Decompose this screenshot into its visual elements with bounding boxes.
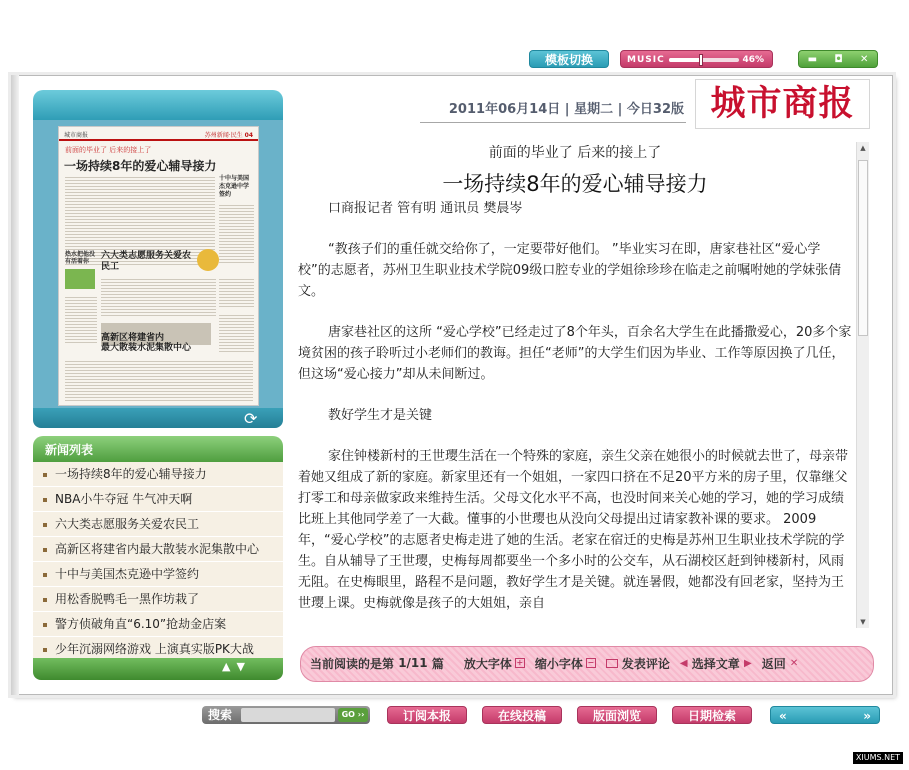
news-list-item[interactable]: 警方侦破角直“6.10”抢劫金店案 <box>33 612 283 637</box>
page-nav-button[interactable] <box>770 706 880 724</box>
close-icon: ✕ <box>789 657 799 669</box>
news-list-item[interactable]: 一场持续8年的爱心辅导接力 <box>33 462 283 487</box>
news-list-item[interactable]: 高新区将建省内最大散装水泥集散中心 <box>33 537 283 562</box>
scroll-up-icon[interactable]: ▲ <box>222 660 237 673</box>
divider <box>420 122 686 123</box>
template-switch-button[interactable]: 模板切换 <box>529 50 609 68</box>
article-byline: 口商报记者 管有明 通讯员 樊晨岑 <box>328 201 523 216</box>
zoom-out-button[interactable]: 缩小字体 − <box>534 656 595 671</box>
next-icon[interactable]: ▶ <box>743 657 752 669</box>
news-list-item[interactable]: 十中与美国杰克逊中学签约 <box>33 562 283 587</box>
bullet-icon <box>43 498 47 502</box>
subscribe-button[interactable]: 订阅本报 <box>387 706 467 724</box>
thumb-masthead: 城市商报 <box>64 132 89 139</box>
article-paragraph: 家住钟楼新村的王世璎生活在一个特殊的家庭，亲生父亲在她很小的时候就去世了，母亲带着她又组成了新的家庭。新家里还有一个姐姐，一家四口挤在不足20平方米的房子里，仅靠继父打零工和母亲做家政来维持生活。父母文化水平不高，也没时间来关心她的学习，她的学习成绩比班上其他同学差了一大截。懂事的小世璎也从没向父母提出过请家教补课的要求。 2009年，“爱心学校”的志愿者史梅走进了她的生活。老家在宿迁的史梅是苏州卫生职业技术学院的学生。自从辅导了王世璎，史梅每周都要坐一个多小时的公交车，从石湖校区赶到钟楼新村，风雨无阻。在史梅眼里，路程不是问题，教好学生才是关键。就连暑假，她都没有回老家，坚持为王世璎上课。史梅就像是孩子的大姐姐，亲自 <box>298 449 849 611</box>
article-body <box>298 198 852 614</box>
music-volume-percent: 46% <box>742 55 764 65</box>
news-list <box>33 462 283 659</box>
bullet-icon <box>43 623 47 627</box>
browse-pages-button[interactable]: 版面浏览 <box>577 706 657 724</box>
page-count: 今日32版 <box>626 102 684 117</box>
search-input[interactable] <box>241 708 335 722</box>
bullet-icon <box>43 598 47 602</box>
minimize-icon[interactable]: ▬ <box>807 54 818 65</box>
double-right-icon[interactable]: » <box>863 709 871 723</box>
scroll-down-icon[interactable]: ▼ <box>236 660 251 673</box>
scrollbar-thumb[interactable] <box>858 160 868 336</box>
minus-icon: − <box>587 658 595 667</box>
reading-position: 当前阅读的是第 1/11 篇 <box>310 656 444 671</box>
date-search-button[interactable]: 日期检索 <box>672 706 752 724</box>
prev-icon[interactable]: ◀ <box>679 657 688 669</box>
issue-date: 2011年06月14日 <box>448 102 561 117</box>
bullet-icon <box>43 648 47 652</box>
thumb-headline: 一场持续8年的爱心辅导接力 <box>64 159 217 173</box>
music-volume-handle[interactable] <box>699 54 703 66</box>
comment-button[interactable]: 发表评论 <box>606 655 670 672</box>
window-controls <box>798 50 878 68</box>
thumb-side-head: 十中与美国杰克逊中学签约 <box>219 175 250 198</box>
article-view <box>298 136 852 626</box>
thumb-mid-head: 六大类志愿服务关爱农民工 <box>101 251 192 272</box>
news-list-item[interactable]: 用松香脱鸭毛一黑作坊栽了 <box>33 587 283 612</box>
mail-icon <box>606 659 618 668</box>
article-title: 一场持续8年的爱心辅导接力 <box>442 172 708 196</box>
bullet-icon <box>43 573 47 577</box>
article-subtitle: 前面的毕业了 后来的接上了 <box>488 145 662 161</box>
zoom-in-button[interactable]: 放大字体 + <box>463 656 524 671</box>
plus-icon: + <box>516 658 524 667</box>
article-position: 1/11 <box>398 656 428 670</box>
bullet-icon <box>43 523 47 527</box>
thumb-bottom-head: 高新区将建省内 最大散装水泥集散中心 <box>101 333 192 353</box>
music-volume-fill <box>669 58 701 62</box>
news-list-scroll <box>222 660 251 673</box>
back-button[interactable]: 返回 ✕ <box>761 656 799 671</box>
page-preview-header <box>33 90 283 120</box>
double-left-icon[interactable]: « <box>779 709 787 723</box>
search-label: 搜索 <box>207 708 232 722</box>
article-paragraph: “教孩子们的重任就交给你了，一定要带好他们。 ”毕业实习在即，唐家巷社区“爱心学校”的志愿者，苏州卫生职业技术学院09级口腔专业的学姐徐珍珍在临走之前嘱咐她的学妹张倩文。 <box>298 242 842 299</box>
restore-icon[interactable]: ◘ <box>834 54 843 65</box>
scroll-down-icon[interactable]: ▼ <box>860 618 866 626</box>
frame-edge <box>11 75 19 695</box>
search-go-button[interactable]: GO ›› <box>338 708 368 722</box>
news-list-item[interactable]: 少年沉溺网络游戏 上演真实版PK大战 <box>33 637 283 662</box>
thumb-box-head: 热水把他没有活着你 <box>65 251 96 265</box>
page-thumbnail[interactable] <box>58 126 259 406</box>
scroll-up-icon[interactable]: ▲ <box>860 144 866 152</box>
news-list-header: 新闻列表 <box>33 436 283 462</box>
dateline: 2011年06月14日 | 星期二 | 今日32版 <box>448 102 684 117</box>
bullet-icon <box>43 473 47 477</box>
watermark: XIUMS.NET <box>853 752 903 764</box>
news-list-item[interactable]: NBA小牛夺冠 牛气冲天啊 <box>33 487 283 512</box>
music-control[interactable] <box>620 50 773 68</box>
close-icon[interactable]: ✕ <box>859 54 869 65</box>
article-paragraph: 唐家巷社区的这所 “爱心学校”已经走过了8个年头，百余名大学生在此播撒爱心，20多个家境贫困的孩子聆听过小老师们的教诲。担任“老师”的大学生们因为毕业、工作等原因换了几任，但这场“爱心接力”却从未间断过。 <box>298 325 852 382</box>
music-volume-slider[interactable] <box>669 58 739 62</box>
select-article-control[interactable]: ◀ 选择文章 ▶ <box>679 656 752 671</box>
bullet-icon <box>43 548 47 552</box>
reading-toolbar-items <box>310 653 862 673</box>
refresh-icon[interactable]: ⟳ <box>244 409 258 428</box>
news-list-item[interactable]: 六大类志愿服务关爱农民工 <box>33 512 283 537</box>
article-scrollbar[interactable] <box>856 142 869 628</box>
thumb-lead: 前面的毕业了 后来的接上了 <box>65 146 152 154</box>
newspaper-logo: 城市商报 <box>695 79 870 129</box>
music-label: MUSIC <box>627 55 665 65</box>
submit-article-button[interactable]: 在线投稿 <box>482 706 562 724</box>
article-subheading: 教好学生才是关键 <box>328 408 433 423</box>
thumb-section: 苏州新闻·民生 04 <box>204 132 253 139</box>
issue-weekday: 星期二 <box>574 102 614 117</box>
